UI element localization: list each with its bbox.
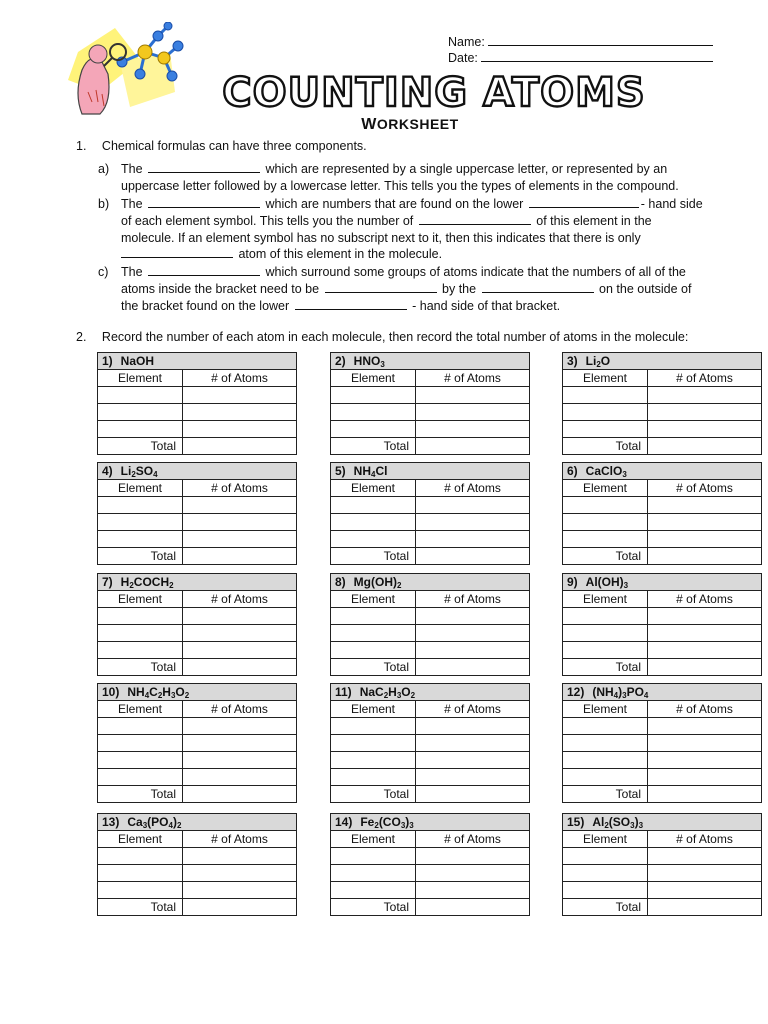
element-column-header: Element	[98, 701, 183, 718]
total-cell[interactable]	[416, 438, 530, 455]
element-cell[interactable]	[98, 404, 183, 421]
atom-count-cell[interactable]	[183, 882, 297, 899]
molecule-number: 10)	[102, 685, 120, 699]
atoms-column-header: # of Atoms	[416, 480, 530, 497]
element-cell[interactable]	[563, 625, 648, 642]
element-cell[interactable]	[331, 848, 416, 865]
element-cell[interactable]	[98, 735, 183, 752]
date-line	[448, 49, 713, 66]
blank-field[interactable]	[419, 213, 531, 225]
molecule-number: 8)	[335, 575, 346, 589]
table-row	[98, 718, 297, 735]
table-row	[331, 531, 530, 548]
table-row	[331, 735, 530, 752]
blank-field[interactable]	[148, 264, 260, 276]
atoms-column-header: # of Atoms	[648, 591, 762, 608]
atom-count-cell[interactable]	[416, 882, 530, 899]
element-cell[interactable]	[563, 531, 648, 548]
atom-count-cell[interactable]	[183, 718, 297, 735]
atom-count-cell[interactable]	[183, 735, 297, 752]
atom-count-cell[interactable]	[416, 752, 530, 769]
blank-field[interactable]	[325, 281, 437, 293]
molecule-formula: 5) $NH_4Cl$	[331, 463, 530, 480]
total-cell[interactable]	[416, 786, 530, 803]
atoms-column-header: # of Atoms	[183, 591, 297, 608]
total-label: Total	[331, 548, 416, 565]
element-cell[interactable]	[563, 865, 648, 882]
total-label: Total	[331, 438, 416, 455]
question-text: Record the number of each atom in each molecule, then record the total number of atoms in the molecule:	[101, 330, 689, 344]
molecule-number: 2)	[335, 354, 346, 368]
atom-count-cell[interactable]	[416, 642, 530, 659]
element-cell[interactable]	[563, 387, 648, 404]
table-row	[98, 882, 297, 899]
molecule-table	[97, 462, 297, 565]
atom-count-cell[interactable]	[648, 752, 762, 769]
atom-count-cell[interactable]	[183, 642, 297, 659]
molecule-number: 11)	[335, 685, 352, 699]
atom-count-cell[interactable]	[648, 735, 762, 752]
molecule-formula: 13) $Ca_3(PO_4)_2$	[98, 814, 297, 831]
atom-count-cell[interactable]	[183, 421, 297, 438]
table-row	[98, 642, 297, 659]
total-cell[interactable]	[183, 438, 297, 455]
atom-count-cell[interactable]	[648, 404, 762, 421]
element-cell[interactable]	[563, 752, 648, 769]
atom-count-cell[interactable]	[416, 625, 530, 642]
page-title-text: COUNTING ATOMS	[222, 70, 646, 116]
molecule-formula: 12) $(NH_4)_3PO_4$	[563, 684, 762, 701]
atoms-column-header: # of Atoms	[416, 831, 530, 848]
atom-count-cell[interactable]	[183, 514, 297, 531]
table-row	[331, 625, 530, 642]
table-row	[98, 497, 297, 514]
table-row	[98, 625, 297, 642]
total-cell[interactable]	[183, 659, 297, 676]
element-column-header: Element	[331, 831, 416, 848]
element-column-header: Element	[331, 370, 416, 387]
molecule-formula: 6) CaClO$_3$	[563, 463, 762, 480]
table-row	[98, 531, 297, 548]
element-cell[interactable]	[563, 421, 648, 438]
table-row	[563, 514, 762, 531]
total-cell[interactable]	[648, 786, 762, 803]
total-cell[interactable]	[183, 899, 297, 916]
date-label: Date:	[448, 51, 478, 65]
element-cell[interactable]	[563, 497, 648, 514]
atoms-column-header: # of Atoms	[648, 831, 762, 848]
total-label: Total	[98, 786, 183, 803]
table-row	[563, 404, 762, 421]
total-label: Total	[98, 659, 183, 676]
total-cell[interactable]	[648, 899, 762, 916]
element-cell[interactable]	[98, 769, 183, 786]
table-row	[563, 625, 762, 642]
question-number: 2.	[76, 330, 87, 344]
table-row	[98, 865, 297, 882]
molecule-table	[562, 352, 762, 455]
table-row	[563, 769, 762, 786]
molecule-table	[330, 683, 530, 803]
total-label: Total	[331, 659, 416, 676]
element-cell[interactable]	[331, 387, 416, 404]
molecule-formula: 9) $Al(OH)_3$	[563, 574, 762, 591]
atoms-column-header: # of Atoms	[648, 480, 762, 497]
atoms-column-header: # of Atoms	[183, 831, 297, 848]
element-cell[interactable]	[98, 882, 183, 899]
total-label: Total	[563, 438, 648, 455]
total-label: Total	[563, 659, 648, 676]
table-row	[563, 608, 762, 625]
total-label: Total	[98, 548, 183, 565]
table-row	[563, 421, 762, 438]
table-row	[331, 718, 530, 735]
total-label: Total	[331, 786, 416, 803]
table-row	[563, 882, 762, 899]
element-column-header: Element	[563, 701, 648, 718]
total-label: Total	[563, 899, 648, 916]
atom-count-cell[interactable]	[183, 848, 297, 865]
question-1a: a)	[98, 162, 110, 176]
total-label: Total	[563, 786, 648, 803]
atom-count-cell[interactable]	[648, 769, 762, 786]
name-label: Name:	[448, 35, 485, 49]
element-cell[interactable]	[98, 497, 183, 514]
element-cell[interactable]	[563, 514, 648, 531]
molecule-table	[97, 573, 297, 676]
blank-field[interactable]	[529, 196, 639, 208]
molecule-number: 15)	[567, 815, 585, 829]
element-cell[interactable]	[331, 718, 416, 735]
atom-count-cell[interactable]	[416, 404, 530, 421]
element-cell[interactable]	[563, 735, 648, 752]
element-cell[interactable]	[98, 387, 183, 404]
atom-count-cell[interactable]	[416, 387, 530, 404]
table-row	[563, 865, 762, 882]
atom-count-cell[interactable]	[183, 404, 297, 421]
element-cell[interactable]	[98, 608, 183, 625]
atom-count-cell[interactable]	[648, 718, 762, 735]
table-row	[98, 608, 297, 625]
element-cell[interactable]	[563, 642, 648, 659]
table-row	[331, 865, 530, 882]
element-cell[interactable]	[331, 514, 416, 531]
element-cell[interactable]	[331, 865, 416, 882]
atom-count-cell[interactable]	[183, 497, 297, 514]
total-cell[interactable]	[648, 438, 762, 455]
element-cell[interactable]	[98, 718, 183, 735]
element-cell[interactable]	[563, 404, 648, 421]
scientist-molecule-clipart	[60, 22, 195, 122]
element-cell[interactable]	[98, 531, 183, 548]
total-cell[interactable]	[183, 548, 297, 565]
atom-count-cell[interactable]	[648, 531, 762, 548]
table-row	[98, 404, 297, 421]
molecule-formula: 4) $Li_2SO_4$	[98, 463, 297, 480]
table-row	[331, 848, 530, 865]
element-cell[interactable]	[331, 421, 416, 438]
total-label: Total	[563, 548, 648, 565]
question-2	[76, 329, 688, 346]
element-column-header: Element	[331, 701, 416, 718]
atom-count-cell[interactable]	[648, 497, 762, 514]
question-1b-text: The which are numbers that are found on the lower - hand side of each element symbol. This tells you the number of of this element in the molecule. If an element symbol has no subscript next to it, then this indicates that there is only atom of this element in the molecule.	[121, 197, 703, 262]
element-column-header: Element	[98, 370, 183, 387]
atom-count-cell[interactable]	[648, 387, 762, 404]
table-row	[98, 735, 297, 752]
molecule-formula: 1) NaOH	[98, 353, 297, 370]
molecule-number: 3)	[567, 354, 578, 368]
date-field[interactable]	[481, 49, 713, 62]
molecule-table	[562, 683, 762, 803]
atom-count-cell[interactable]	[183, 769, 297, 786]
total-cell[interactable]	[416, 548, 530, 565]
molecule-formula: 15) $Al_2(SO_3)_3$	[563, 814, 762, 831]
element-cell[interactable]	[98, 752, 183, 769]
table-row	[331, 404, 530, 421]
molecule-formula: 7) $H_2COCH_2$	[98, 574, 297, 591]
atoms-column-header: # of Atoms	[416, 370, 530, 387]
table-row	[331, 752, 530, 769]
atom-count-cell[interactable]	[416, 531, 530, 548]
question-1b: b)	[98, 197, 110, 211]
atom-count-cell[interactable]	[183, 608, 297, 625]
element-cell[interactable]	[563, 608, 648, 625]
element-cell[interactable]	[331, 735, 416, 752]
blank-field[interactable]	[121, 246, 233, 258]
atom-count-cell[interactable]	[183, 625, 297, 642]
page-title	[214, 66, 654, 116]
atoms-column-header: # of Atoms	[648, 701, 762, 718]
atom-count-cell[interactable]	[648, 514, 762, 531]
element-cell[interactable]	[563, 718, 648, 735]
molecule-table	[330, 573, 530, 676]
question-1c-text: The which surround some groups of atoms indicate that the numbers of all of the atoms inside the bracket need to be by the on the outside of the bracket found on the lower - hand side of that bracket.	[121, 265, 692, 313]
table-row	[98, 387, 297, 404]
table-row	[98, 848, 297, 865]
molecule-table	[97, 352, 297, 455]
table-row	[331, 387, 530, 404]
table-row	[563, 497, 762, 514]
molecule-number: 1)	[102, 354, 113, 368]
blank-field[interactable]	[482, 281, 594, 293]
atom-count-cell[interactable]	[648, 882, 762, 899]
molecule-formula: 3) $Li_2O$	[563, 353, 762, 370]
element-column-header: Element	[98, 831, 183, 848]
atom-count-cell[interactable]	[416, 865, 530, 882]
name-field[interactable]	[488, 33, 713, 46]
table-row	[98, 421, 297, 438]
atom-count-cell[interactable]	[648, 865, 762, 882]
atoms-column-header: # of Atoms	[648, 370, 762, 387]
total-cell[interactable]	[183, 786, 297, 803]
element-column-header: Element	[563, 480, 648, 497]
atom-count-cell[interactable]	[648, 848, 762, 865]
element-cell[interactable]	[98, 421, 183, 438]
element-column-header: Element	[98, 480, 183, 497]
table-row	[331, 514, 530, 531]
element-cell[interactable]	[331, 752, 416, 769]
atoms-column-header: # of Atoms	[183, 480, 297, 497]
molecule-table	[330, 352, 530, 455]
table-row	[331, 421, 530, 438]
element-cell[interactable]	[563, 882, 648, 899]
element-cell[interactable]	[331, 642, 416, 659]
table-row	[563, 752, 762, 769]
atom-count-cell[interactable]	[416, 514, 530, 531]
molecule-table	[330, 813, 530, 916]
atom-count-cell[interactable]	[183, 752, 297, 769]
element-column-header: Element	[563, 591, 648, 608]
table-row	[563, 718, 762, 735]
atom-count-cell[interactable]	[416, 421, 530, 438]
atom-count-cell[interactable]	[416, 497, 530, 514]
element-cell[interactable]	[563, 848, 648, 865]
element-cell[interactable]	[331, 497, 416, 514]
table-row	[331, 608, 530, 625]
table-row	[563, 735, 762, 752]
atom-count-cell[interactable]	[416, 769, 530, 786]
element-cell[interactable]	[98, 625, 183, 642]
molecule-table	[97, 683, 297, 803]
molecule-number: 7)	[102, 575, 113, 589]
molecule-formula: 2) $HNO_3$	[331, 353, 530, 370]
element-cell[interactable]	[98, 642, 183, 659]
element-cell[interactable]	[331, 882, 416, 899]
molecule-number: 6)	[567, 464, 578, 478]
element-column-header: Element	[563, 831, 648, 848]
total-cell[interactable]	[416, 899, 530, 916]
atom-count-cell[interactable]	[183, 531, 297, 548]
molecule-table	[97, 813, 297, 916]
blank-field[interactable]	[148, 161, 260, 173]
molecule-formula: 11) $NaC_2H_3O_2$	[331, 684, 530, 701]
element-cell[interactable]	[331, 769, 416, 786]
element-cell[interactable]	[331, 531, 416, 548]
element-cell[interactable]	[563, 769, 648, 786]
element-cell[interactable]	[98, 865, 183, 882]
blank-field[interactable]	[295, 298, 407, 310]
blank-field[interactable]	[148, 196, 260, 208]
total-label: Total	[98, 438, 183, 455]
total-cell[interactable]	[648, 659, 762, 676]
molecule-formula: 8) $Mg(OH)_2$	[331, 574, 530, 591]
atom-count-cell[interactable]	[416, 735, 530, 752]
atom-count-cell[interactable]	[183, 387, 297, 404]
element-cell[interactable]	[98, 514, 183, 531]
element-column-header: Element	[331, 480, 416, 497]
molecule-formula: 10) $NH_4C_2H_3O_2$	[98, 684, 297, 701]
question-1	[76, 138, 367, 155]
page-subtitle: WORKSHEET	[361, 116, 459, 133]
molecule-table	[562, 573, 762, 676]
question-1a-text: The which are represented by a single uppercase letter, or represented by an uppercase letter followed by a lowercase letter. This tells you the types of elements in the compound.	[121, 162, 679, 193]
molecule-table	[562, 813, 762, 916]
atom-count-cell[interactable]	[648, 421, 762, 438]
element-column-header: Element	[98, 591, 183, 608]
table-row	[563, 848, 762, 865]
molecule-number: 12)	[567, 685, 585, 699]
table-row	[331, 497, 530, 514]
table-row	[331, 769, 530, 786]
table-row	[563, 387, 762, 404]
atom-count-cell[interactable]	[416, 848, 530, 865]
question-1c: c)	[98, 265, 109, 279]
table-row	[98, 769, 297, 786]
element-column-header: Element	[331, 591, 416, 608]
total-cell[interactable]	[648, 548, 762, 565]
table-row	[563, 642, 762, 659]
table-row	[331, 642, 530, 659]
atoms-column-header: # of Atoms	[416, 701, 530, 718]
element-cell[interactable]	[331, 608, 416, 625]
atom-count-cell[interactable]	[183, 865, 297, 882]
table-row	[563, 531, 762, 548]
atom-count-cell[interactable]	[648, 625, 762, 642]
molecule-table	[330, 462, 530, 565]
table-row	[98, 752, 297, 769]
total-cell[interactable]	[416, 659, 530, 676]
molecule-number: 14)	[335, 815, 353, 829]
molecule-number: 5)	[335, 464, 346, 478]
name-line	[448, 33, 713, 50]
molecule-formula: 14) $Fe_2(CO_3)_3$	[331, 814, 530, 831]
molecule-number: 13)	[102, 815, 120, 829]
atoms-column-header: # of Atoms	[183, 701, 297, 718]
atom-count-cell[interactable]	[648, 608, 762, 625]
atoms-column-header: # of Atoms	[416, 591, 530, 608]
element-cell[interactable]	[98, 848, 183, 865]
total-label: Total	[98, 899, 183, 916]
element-cell[interactable]	[331, 625, 416, 642]
molecule-number: 9)	[567, 575, 578, 589]
table-row	[98, 514, 297, 531]
atom-count-cell[interactable]	[416, 718, 530, 735]
molecule-number: 4)	[102, 464, 113, 478]
element-cell[interactable]	[331, 404, 416, 421]
question-text: Chemical formulas can have three components.	[101, 139, 367, 153]
molecule-table	[562, 462, 762, 565]
atom-count-cell[interactable]	[648, 642, 762, 659]
table-row	[331, 882, 530, 899]
atoms-column-header: # of Atoms	[183, 370, 297, 387]
element-column-header: Element	[563, 370, 648, 387]
question-number: 1.	[76, 139, 87, 153]
total-label: Total	[331, 899, 416, 916]
atom-count-cell[interactable]	[416, 608, 530, 625]
